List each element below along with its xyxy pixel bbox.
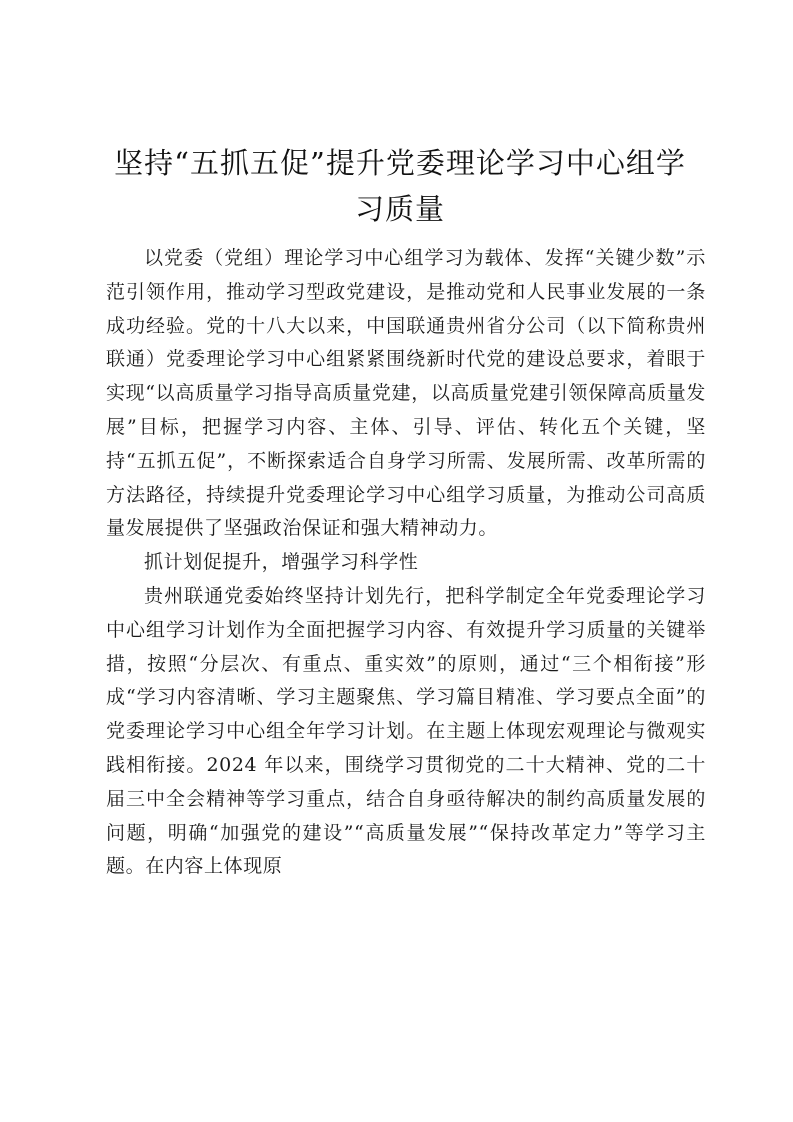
- document-body: [106, 242, 706, 884]
- document-title: 坚持“五抓五促”提升党委理论学习中心组学习质量: [114, 146, 686, 226]
- intro-paragraph: 以党委（党组）理论学习中心组学习为载体、发挥“关键少数”示范引领作用，推动学习型政党建设，是推动党和人民事业发展的一条成功经验。党的十八大以来，中国联通贵州省分公司（以下简称贵州联通）党委理论学习中心组紧紧围绕新时代党的建设总要求，着眼于实现“以高质量学习指导高质量党建，以高质量党建引领保障高质量发展”目标，把握学习内容、主体、引导、评估、转化五个关键，坚持“五抓五促”，不断探索适合自身学习所需、发展所需、改革所需的方法路径，持续提升党委理论学习中心组学习质量，为推动公司高质量发展提供了坚强政治保证和强大精神动力。: [106, 247, 706, 540]
- section-heading: 抓计划促提升，增强学习科学性: [144, 551, 419, 574]
- section-paragraph: 贵州联通党委始终坚持计划先行，把科学制定全年党委理论学习中心组学习计划作为全面把握学习内容、有效提升学习质量的关键举措，按照“分层次、有重点、重实效”的原则，通过“三个相衔接”形成“学习内容清晰、学习主题聚焦、学习篇目精准、学习要点全面”的党委理论学习中心组全年学习计划。在主题上体现宏观理论与微观实践相衔接。2024 年以来，围绕学习贯彻党的二十大精神、党的二十届三中全会精神等学习重点，结合自身亟待解决的制约高质量发展的问题，明确“加强党的建设”“高质量发展”“保持改革定力”等学习主题。在内容上体现原: [106, 584, 706, 878]
